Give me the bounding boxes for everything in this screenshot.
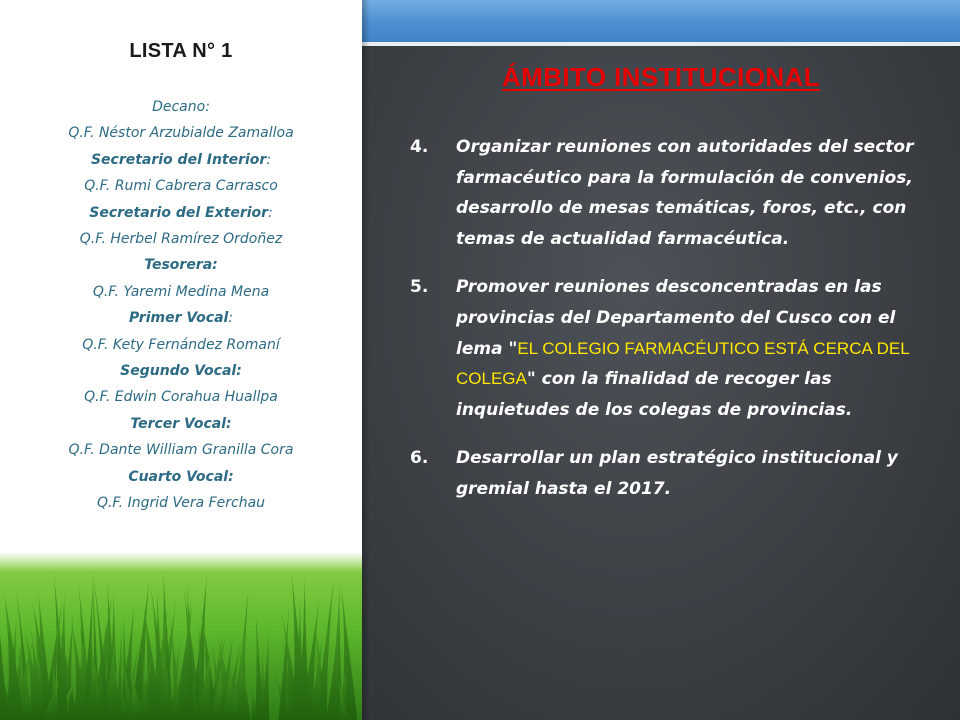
roster-name: Q.F. Herbel Ramírez Ordoñez xyxy=(79,231,283,248)
list-item xyxy=(410,132,930,254)
role-label: Primer Vocal xyxy=(128,310,229,327)
role-colon: : xyxy=(236,363,242,380)
motto-highlight: EL COLEGIO FARMACÉUTICO ESTÁ CERCA DEL COLEGA xyxy=(456,338,910,389)
item-text: " con la finalidad de recoger las inquietudes de los colegas de provincias. xyxy=(456,369,853,420)
roster-role xyxy=(0,305,362,331)
role-colon: : xyxy=(226,415,232,432)
roster-role xyxy=(0,358,362,384)
role-label: Decano xyxy=(152,99,206,115)
roster-name: Q.F. Dante William Granilla Cora xyxy=(68,442,294,459)
item-number: 6. xyxy=(410,448,429,469)
list-item xyxy=(410,272,930,425)
panel-shadow xyxy=(362,0,370,720)
top-blue-bar xyxy=(362,0,960,42)
role-label: Secretario del Interior xyxy=(90,151,267,168)
roster-name: Q.F. Néstor Arzubialde Zamalloa xyxy=(68,125,294,142)
roster-role xyxy=(0,200,362,226)
roster-name: Q.F. Rumi Cabrera Carrasco xyxy=(84,178,278,195)
roster-role xyxy=(0,464,362,490)
role-colon: : xyxy=(212,257,218,274)
roster-name: Q.F. Yaremi Medina Mena xyxy=(92,283,270,300)
role-colon: : xyxy=(228,310,234,327)
objectives-list xyxy=(410,132,930,523)
roster-name: Q.F. Edwin Corahua Huallpa xyxy=(84,389,278,406)
list-title: LISTA N° 1 xyxy=(129,40,233,62)
grass-image xyxy=(0,552,362,720)
item-number: 4. xyxy=(410,137,429,157)
item-number: 5. xyxy=(410,277,429,298)
role-label: Tercer Vocal xyxy=(130,415,227,432)
item-text: Desarrollar un plan estratégico institucional y gremial hasta el 2017. xyxy=(456,448,898,499)
item-text: Promover reuniones desconcentradas en las provincias del Departamento del Cusco con el lema " xyxy=(456,277,896,359)
roster-list xyxy=(0,94,362,517)
roster-role xyxy=(0,411,362,437)
roster-role xyxy=(0,252,362,278)
role-label: Tesorera xyxy=(144,257,213,274)
role-label: Segundo Vocal xyxy=(120,363,237,380)
role-label: Cuarto Vocal xyxy=(128,468,229,485)
role-colon: : xyxy=(268,204,273,221)
role-colon: : xyxy=(228,468,234,485)
roster-role xyxy=(0,147,362,173)
roster-name: Q.F. Kety Fernández Romaní xyxy=(82,336,280,353)
item-text: Organizar reuniones con autoridades del sector farmacéutico para la formulación de convenios, desarrollo de mesas temáticas, foros, etc., con temas de actualidad farmacéutica. xyxy=(456,137,914,249)
role-colon: : xyxy=(205,99,210,115)
role-label: Secretario del Exterior xyxy=(89,204,269,221)
roster-role xyxy=(0,94,362,120)
role-colon: : xyxy=(266,151,272,168)
section-title: ÁMBITO INSTITUCIONAL xyxy=(501,62,821,92)
list-item xyxy=(410,443,930,504)
roster-name: Q.F. Ingrid Vera Ferchau xyxy=(96,495,266,512)
